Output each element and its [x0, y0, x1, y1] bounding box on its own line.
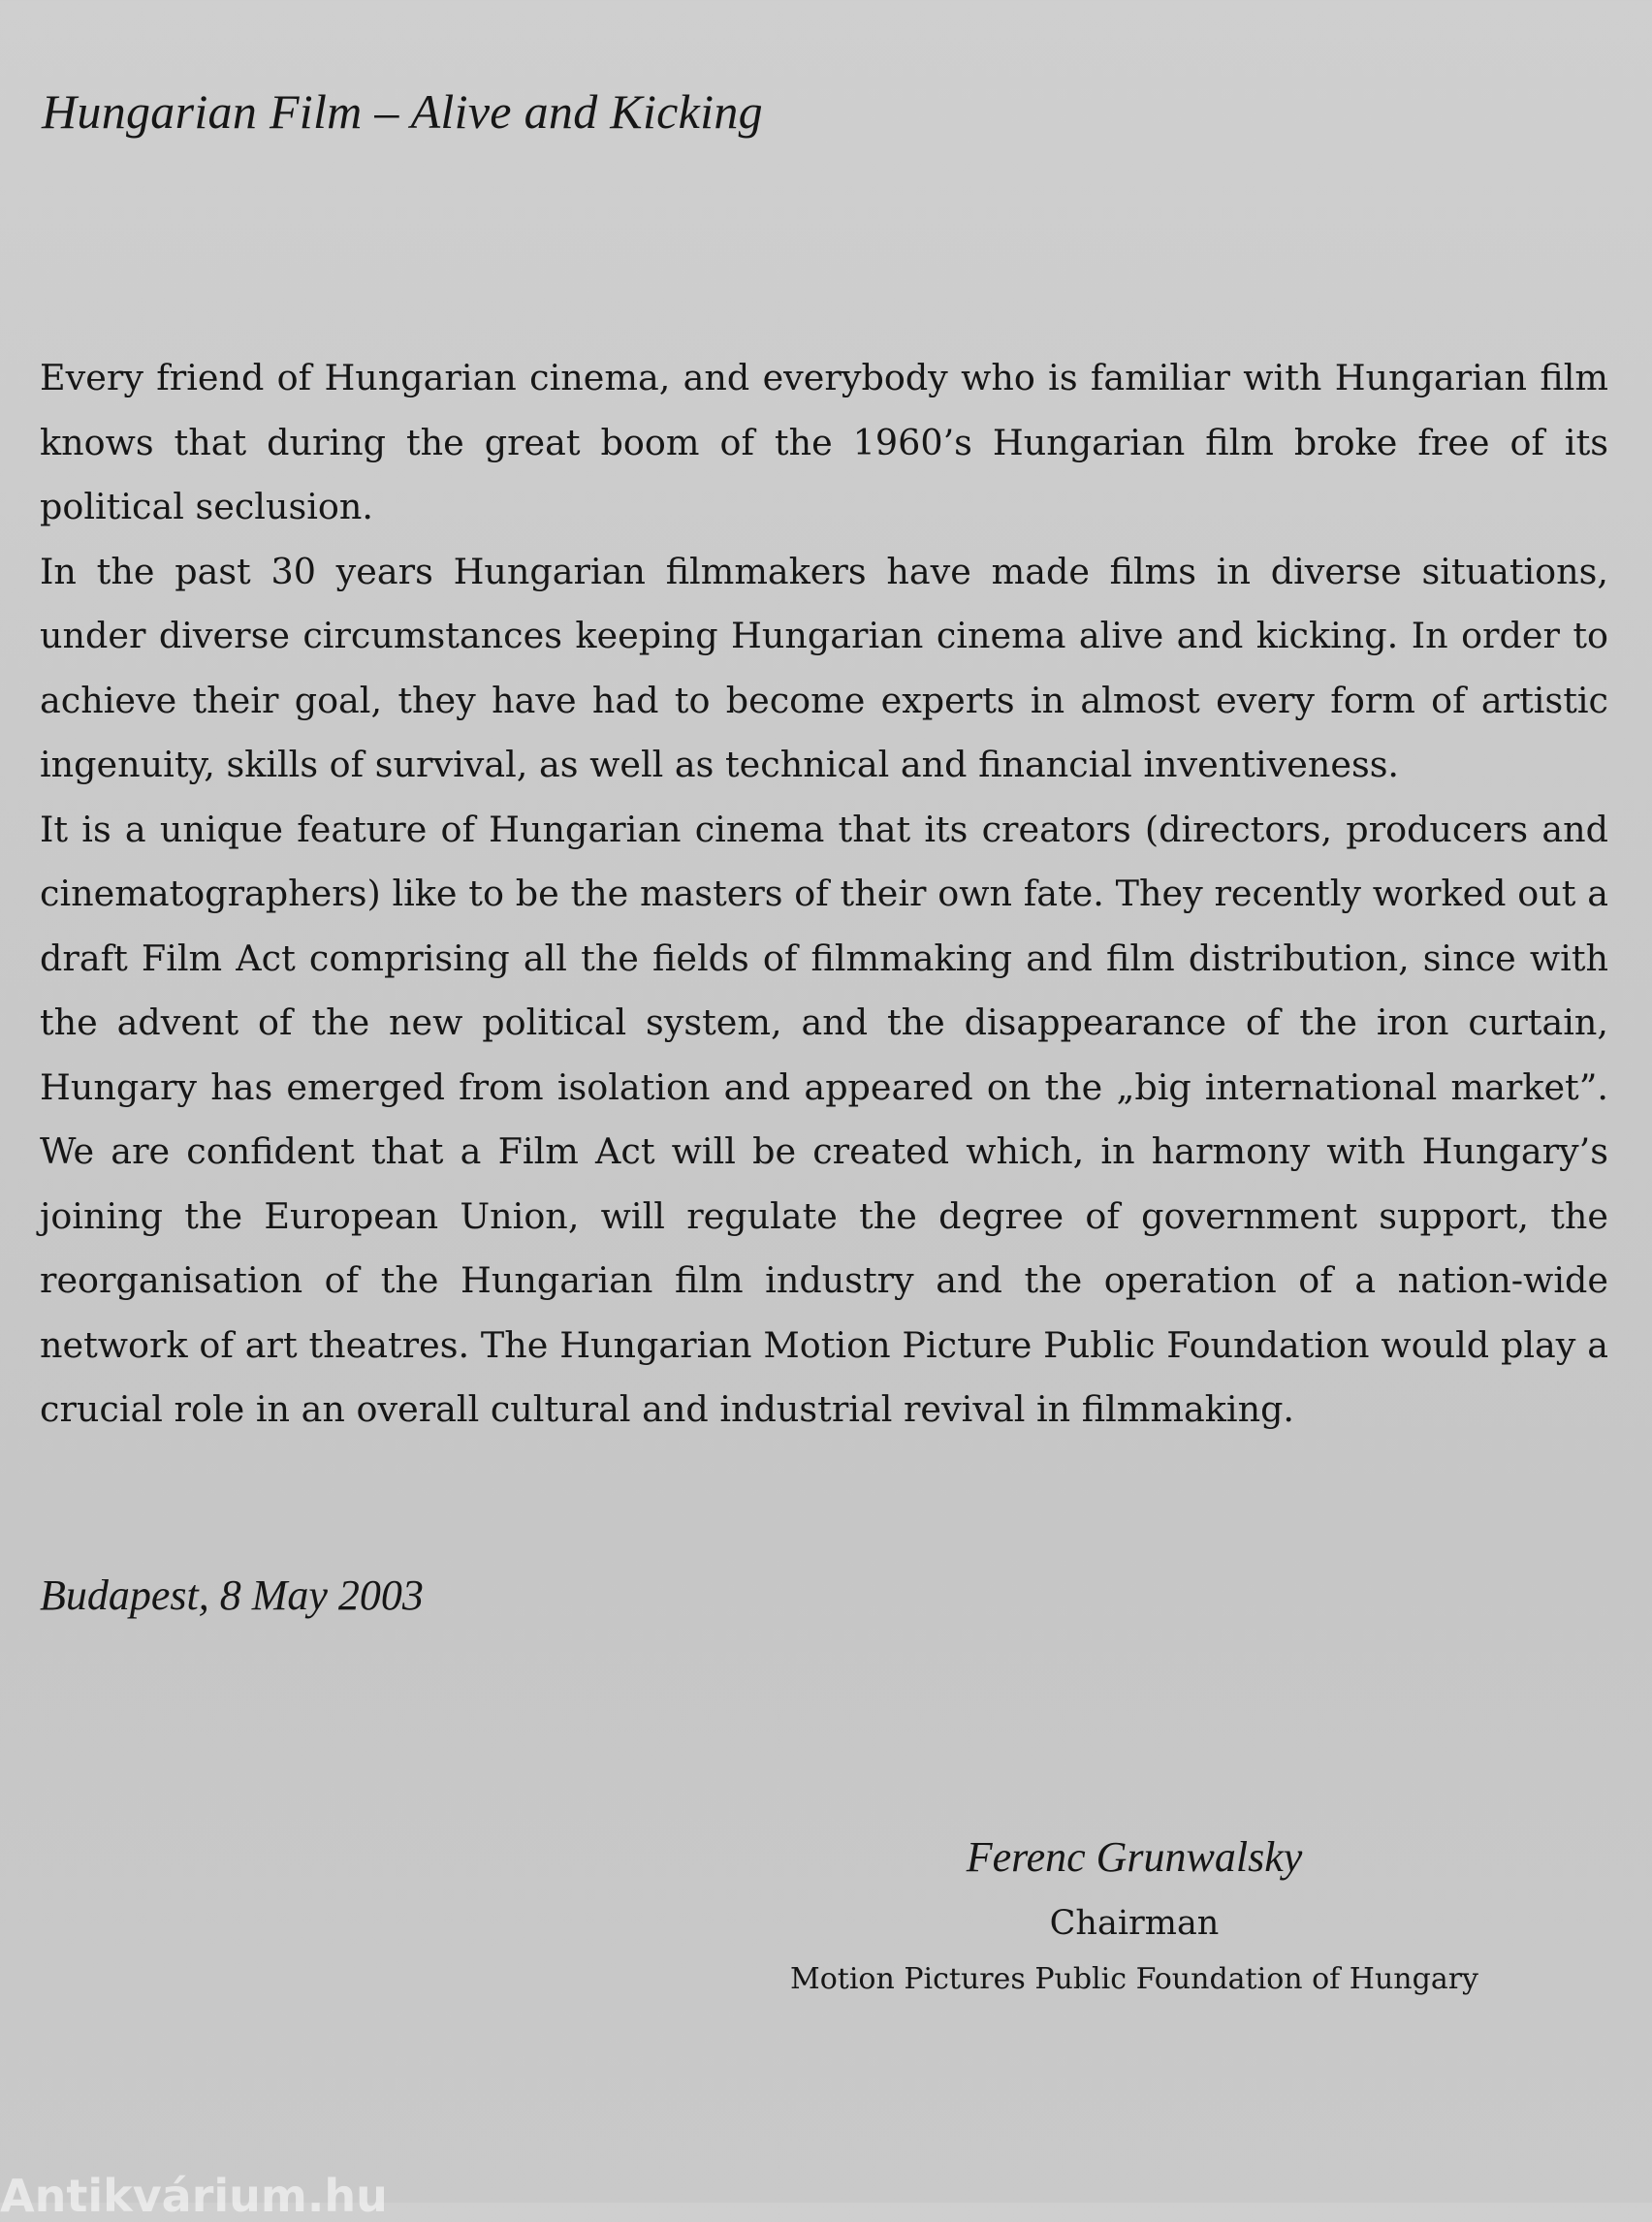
- document-body: [40, 346, 1608, 1443]
- watermark: Antikvárium.hu: [0, 2170, 388, 2222]
- signature-block: [776, 1823, 1493, 2005]
- paragraph: It is a unique feature of Hungarian cinema that its creators (directors, producers and cinematographers) like to be the masters of their own fate. They recently worked out a draft Film Act comprising all the fields of filmmaking and film distribution, since with the advent of the new political system, and the disappearance of the iron curtain, Hungary has emerged from isolation and appeared on the „big international market”. We are confident that a Film Act will be created which, in harmony with Hungary’s joining the European Union, will regulate the degree of government support, the reorganisation of the Hungarian film industry and the operation of a nation-wide network of art theatres. The Hungarian Motion Picture Public Foundation would play a crucial role in an overall cultural and industrial revival in filmmaking.: [40, 808, 1608, 1430]
- signatory-organization: Motion Pictures Public Foundation of Hungary: [790, 1962, 1478, 1996]
- place-date: Budapest, 8 May 2003: [40, 1571, 424, 1619]
- signatory-role: Chairman: [1049, 1904, 1220, 1943]
- paragraph: In the past 30 years Hungarian filmmakers have made films in diverse situations, under diverse circumstances keeping Hungarian cinema alive and kicking. In order to achieve their goal, they have had to become experts in almost every form of artistic ingenuity, skills of survival, as well as technical and financial inventiveness.: [40, 550, 1608, 785]
- paragraph: Every friend of Hungarian cinema, and everybody who is familiar with Hungarian film knows that during the great boom of the 1960’s Hungarian film broke free of its political seclusion.: [40, 357, 1608, 527]
- signatory-name: Ferenc Grunwalsky: [966, 1833, 1303, 1881]
- document-title: Hungarian Film – Alive and Kicking: [42, 84, 763, 139]
